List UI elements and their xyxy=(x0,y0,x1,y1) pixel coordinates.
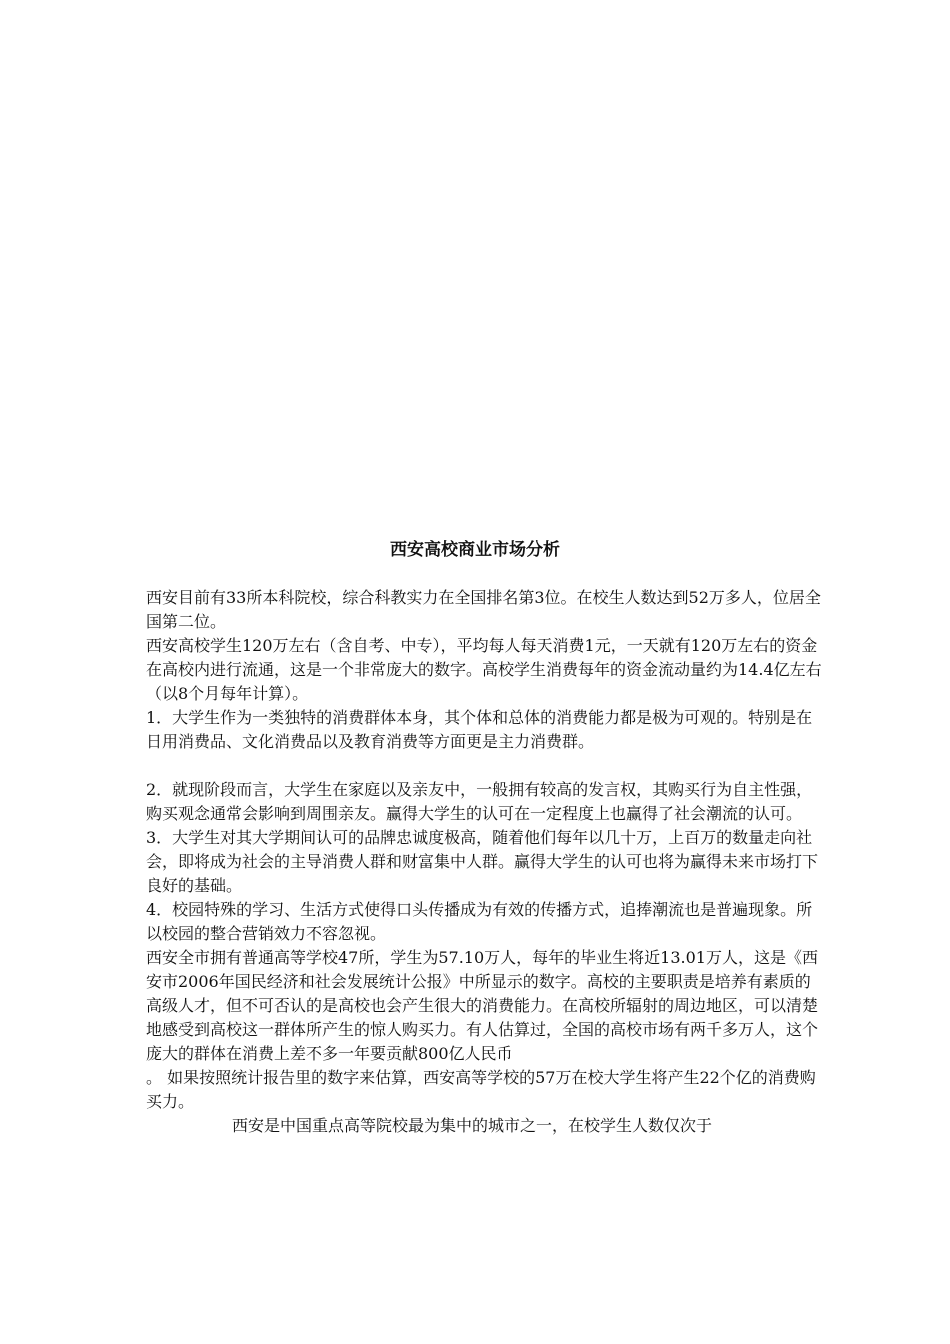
paragraph-4: 2．就现阶段而言，大学生在家庭以及亲友中，一般拥有较高的发言权，其购买行为自主性强，购买观念通常会影响到周围亲友。赢得大学生的认可在一定程度上也赢得了社会潮流的认可。 xyxy=(146,780,813,823)
paragraph-3: 1．大学生作为一类独特的消费群体本身，其个体和总体的消费能力都是极为可观的。特别是在日用消费品、文化消费品以及教育消费等方面更是主力消费群。 xyxy=(146,708,813,751)
document-body xyxy=(146,586,826,1138)
blank-line xyxy=(146,754,826,778)
paragraph-9: 西安是中国重点高等院校最为集中的城市之一，在校学生人数仅次于 xyxy=(232,1116,713,1135)
paragraph-6: 4．校园特殊的学习、生活方式使得口头传播成为有效的传播方式，追捧潮流也是普遍现象。所以校园的整合营销效力不容忽视。 xyxy=(146,900,813,943)
paragraph-5: 3．大学生对其大学期间认可的品牌忠诚度极高，随着他们每年以几十万，上百万的数量走向社会，即将成为社会的主导消费人群和财富集中人群。赢得大学生的认可也将为赢得未来市场打下良好的基础。 xyxy=(146,828,819,895)
paragraph-1: 西安目前有33所本科院校，综合科教实力在全国排名第3位。在校生人数达到52万多人，位居全国第二位。 xyxy=(146,588,821,631)
paragraph-7: 西安全市拥有普通高等学校47所，学生为57.10万人，每年的毕业生将近13.01万人，这是《西安市2006年国民经济和社会发展统计公报》中所显示的数字。高校的主要职责是培养有素质的高级人才，但不可否认的是高校也会产生很大的消费能力。在高校所辐射的周边地区，可以清楚地感受到高校这一群体所产生的惊人购买力。有人估算过，全国的高校市场有两千多万人，这个庞大的群体在消费上差不多一年要贡献800亿人民币 xyxy=(146,948,819,1063)
document-title: 西安高校商业市场分析 xyxy=(390,540,560,560)
paragraph-2: 西安高校学生120万左右（含自考、中专），平均每人每天消费1元，一天就有120万左右的资金在高校内进行流通，这是一个非常庞大的数字。高校学生消费每年的资金流动量约为14.4亿左右（以8个月每年计算）。 xyxy=(146,636,822,703)
paragraph-8: 。 如果按照统计报告里的数字来估算，西安高等学校的57万在校大学生将产生22个亿的消费购买力。 xyxy=(146,1068,816,1111)
